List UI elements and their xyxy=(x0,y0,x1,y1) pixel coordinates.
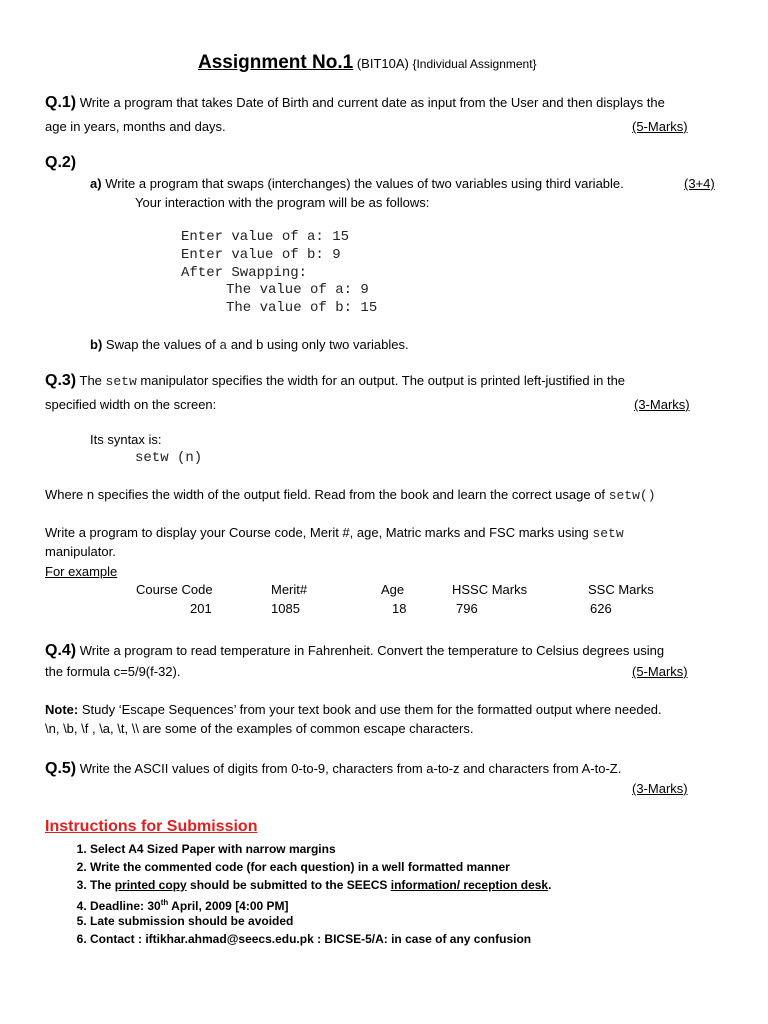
instruction-item xyxy=(90,912,551,930)
syntax-code: setw (n) xyxy=(135,450,203,466)
where-text: Where n specifies the width of the output field. Read from the book and learn the correct usage of xyxy=(45,487,606,502)
table-header-hssc: HSSC Marks xyxy=(452,582,528,597)
q4-line2: the formula c=5/9(f-32). xyxy=(45,664,181,679)
syntax-label: Its syntax is: xyxy=(90,432,162,447)
deadline-text: Deadline: 30 xyxy=(90,899,161,913)
assignment-type: {Individual Assignment} xyxy=(412,57,537,71)
q4-text: Write a program to read temperature in Fahrenheit. Convert the temperature to Celsius degrees using xyxy=(79,643,665,658)
table-value-age: 18 xyxy=(392,601,407,616)
q2b-label: b) xyxy=(90,337,103,352)
instructions-title: Instructions for Submission xyxy=(45,818,258,835)
note-label: Note: xyxy=(45,702,79,717)
instruction-item xyxy=(90,876,551,894)
code-line-2: Enter value of b: 9 xyxy=(181,247,341,263)
write-text: Write a program to display your Course code, Merit #, age, Matric marks and FSC marks using xyxy=(45,525,589,540)
q3-text-pre: The xyxy=(79,373,102,388)
deadline-date: April, 2009 [4:00 PM] xyxy=(171,899,289,913)
instruction-item xyxy=(90,894,551,912)
q2b-text-pre: Swap the values of xyxy=(105,337,216,352)
q2b-var: a xyxy=(219,338,228,353)
printed-copy-text: printed copy xyxy=(114,878,187,892)
q5-text: Write the ASCII values of digits from 0-to-9, characters from a-to-z and characters from A-to-Z. xyxy=(79,761,622,776)
q2a-line2: Your interaction with the program will be as follows: xyxy=(135,195,430,210)
q4-line1 xyxy=(45,642,664,660)
q5-number: Q.5) xyxy=(45,760,77,777)
table-header-merit: Merit# xyxy=(271,582,308,597)
q3-text-post: manipulator specifies the width for an output. The output is printed left-justified in the xyxy=(140,373,626,388)
q3-line1 xyxy=(45,372,625,390)
where-line xyxy=(45,487,656,503)
write-line xyxy=(45,525,624,541)
q2b-line xyxy=(90,337,409,353)
note-line2: \n, \b, \f , \a, \t, \\ are some of the examples of common escape characters. xyxy=(45,721,474,736)
q1-line1 xyxy=(45,94,665,112)
instructions-list xyxy=(62,840,551,948)
table-value-ssc: 626 xyxy=(590,601,612,616)
write-line2: manipulator. xyxy=(45,544,116,559)
q3-keyword: setw xyxy=(105,374,137,389)
instruction-item xyxy=(90,930,551,948)
table-value-hssc: 796 xyxy=(456,601,478,616)
code-line-3: After Swapping: xyxy=(181,265,308,281)
instruction-text: should be submitted to the SEECS xyxy=(190,878,388,892)
q1-line2: age in years, months and days. xyxy=(45,119,226,134)
q1-number: Q.1) xyxy=(45,94,77,111)
note-text: Study ‘Escape Sequences’ from your text book and use them for the formatted output where needed. xyxy=(81,702,662,717)
q5-line1 xyxy=(45,760,621,778)
code-line-5: The value of b: 15 xyxy=(226,300,378,316)
q3-marks: (3-Marks) xyxy=(634,397,690,412)
table-header-ssc: SSC Marks xyxy=(588,582,654,597)
q4-number: Q.4) xyxy=(45,642,77,659)
instruction-item xyxy=(90,858,551,876)
page-title xyxy=(198,52,537,74)
q2a-text: Write a program that swaps (interchanges) the values of two variables using third variable. xyxy=(105,176,624,191)
q2b-text-post: and b using only two variables. xyxy=(230,337,409,352)
q1-marks: (5-Marks) xyxy=(632,119,688,134)
course-code: (BIT10A) xyxy=(356,56,409,71)
reception-desk-text: information/ reception desk xyxy=(390,878,549,892)
q3-number: Q.3) xyxy=(45,372,77,389)
code-line-4: The value of a: 9 xyxy=(226,282,369,298)
q1-text: Write a program that takes Date of Birth and current date as input from the User and then displays the xyxy=(79,95,665,110)
assignment-title: Assignment No.1 xyxy=(198,52,354,73)
q2a-marks: (3+4) xyxy=(684,176,715,191)
instruction-period: . xyxy=(548,878,552,892)
q2-number: Q.2) xyxy=(45,154,77,171)
table-value-merit: 1085 xyxy=(271,601,300,616)
write-keyword: setw xyxy=(592,526,624,541)
contact-text: Contact : iftikhar.ahmad@seecs.edu.pk : BICSE-5/A: in case of any confusion xyxy=(90,932,532,946)
note-line1 xyxy=(45,702,662,717)
where-keyword: setw() xyxy=(608,488,656,503)
deadline-suffix: th xyxy=(160,898,169,907)
code-line-1: Enter value of a: 15 xyxy=(181,229,350,245)
q3-line2: specified width on the screen: xyxy=(45,397,217,412)
table-header-age: Age xyxy=(381,582,405,597)
instruction-item xyxy=(90,840,551,858)
instruction-text: Write the commented code (for each question) in a well formatted manner xyxy=(90,860,510,874)
q5-marks: (3-Marks) xyxy=(632,781,688,796)
table-header-course: Course Code xyxy=(136,582,213,597)
q4-marks: (5-Marks) xyxy=(632,664,688,679)
example-label: For example xyxy=(45,564,118,579)
instruction-text: The xyxy=(90,878,112,892)
instruction-text: Late submission should be avoided xyxy=(90,914,294,928)
q2a-line1 xyxy=(90,176,624,191)
instruction-text: Select A4 Sized Paper with narrow margins xyxy=(90,842,336,856)
q2a-label: a) xyxy=(90,176,102,191)
table-value-course: 201 xyxy=(190,601,212,616)
